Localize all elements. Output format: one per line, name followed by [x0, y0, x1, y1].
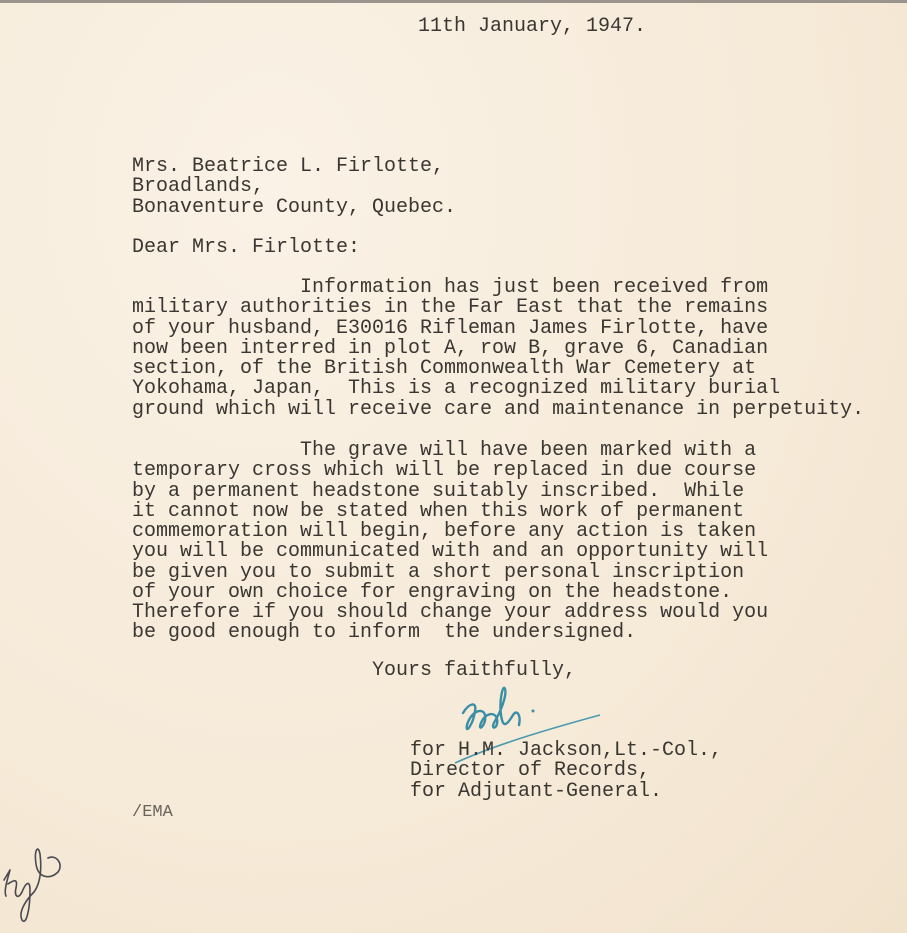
top-border	[0, 0, 907, 3]
salutation: Dear Mrs. Firlotte:	[132, 236, 361, 259]
address-line: Broadlands,	[132, 175, 265, 199]
address-line: Mrs. Beatrice L. Firlotte,	[132, 155, 445, 178]
body-line: be good enough to inform the undersigned.	[132, 621, 637, 645]
body-line: The grave will have been marked with a	[132, 439, 757, 462]
signatory-line: for Adjutant-General.	[410, 779, 663, 803]
body-line: Information has just been received from	[132, 276, 769, 299]
body-line: now been interred in plot A, row B, grave 6, Canadian	[132, 336, 769, 360]
recipient-address	[132, 157, 456, 218]
body-line: you will be communicated with and an opportunity will	[132, 540, 769, 564]
paragraph-2	[132, 441, 768, 644]
handwritten-initials	[0, 840, 70, 930]
body-line: of your own choice for engraving on the headstone.	[132, 580, 733, 604]
body-line: by a permanent headstone suitably inscribed. While	[132, 479, 745, 503]
body-line: be given you to submit a short personal inscription	[132, 560, 745, 584]
body-line: Yokohama, Japan, This is a recognized military burial	[132, 377, 781, 401]
body-line: it cannot now be stated when this work of permanent	[132, 499, 745, 523]
signatory-line: Director of Records,	[410, 759, 651, 783]
body-line: temporary cross which will be replaced in due course	[132, 459, 757, 483]
signature-block	[410, 741, 722, 802]
body-line: of your husband, E30016 Rifleman James Firlotte, have	[132, 316, 769, 340]
closing: Yours faithfully,	[372, 659, 577, 682]
body-line: military authorities in the Far East that the remains	[132, 296, 769, 320]
body-line: ground which will receive care and maintenance in perpetuity.	[132, 397, 865, 421]
paragraph-1	[132, 278, 864, 420]
typist-reference: /EMA	[132, 803, 173, 822]
body-line: commemoration will begin, before any action is taken	[132, 520, 757, 543]
letter-date: 11th January, 1947.	[418, 15, 647, 38]
body-line: section, of the British Commonwealth War Cemetery at	[132, 357, 757, 380]
signatory-line: for H.M. Jackson,Lt.-Col.,	[410, 739, 723, 762]
address-line: Bonaventure County, Quebec.	[132, 195, 457, 219]
body-line: Therefore if you should change your address would you	[132, 601, 769, 624]
